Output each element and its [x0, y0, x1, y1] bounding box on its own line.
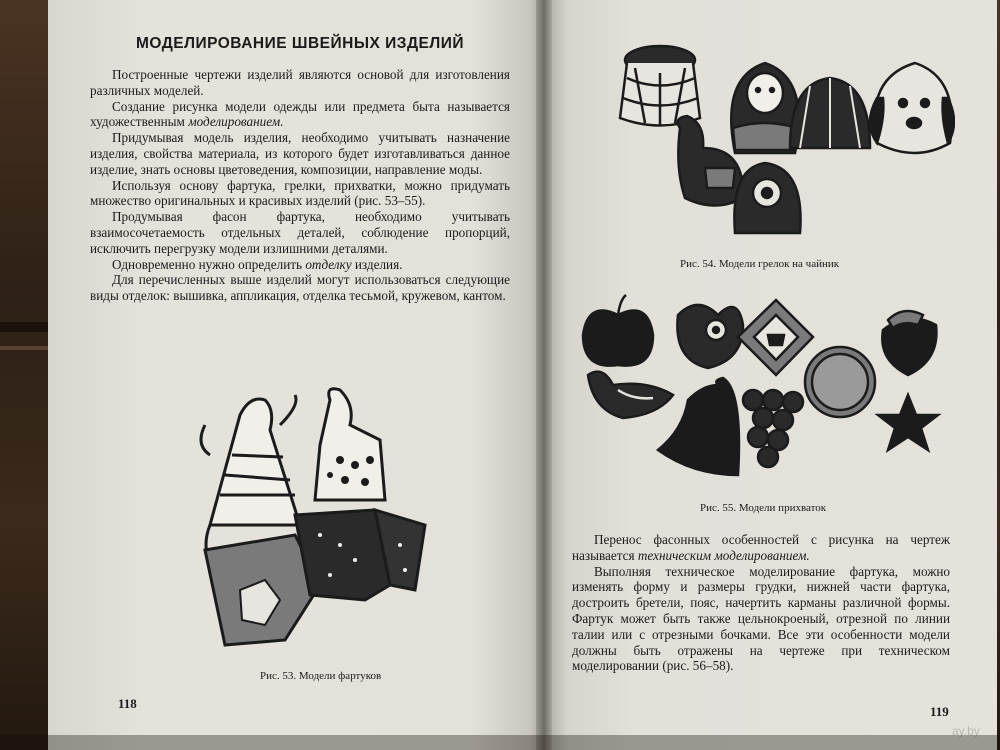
- left-paragraphs: [90, 67, 510, 304]
- paragraph: [90, 272, 510, 304]
- paragraph: [90, 99, 510, 131]
- paragraph-text: Придумывая модель изделия, необходимо учитывать назначение изделия, свойства материала, из которого будет изготавливаться данное изделие, знать основы цветоведения, композиции, направление моды.: [90, 130, 510, 177]
- right-paragraphs: [572, 532, 950, 674]
- paragraph: [90, 178, 510, 210]
- emphasis-text: моделированием.: [188, 114, 284, 130]
- paragraph: [572, 532, 950, 564]
- figure-55-caption: Рис. 55. Модели прихваток: [700, 502, 827, 514]
- paragraph: [90, 130, 510, 177]
- paragraph: [90, 67, 510, 99]
- paragraph: [572, 564, 950, 675]
- figure-55-pot-holders-illustration: [578, 290, 948, 485]
- figure-54-caption: Рис. 54. Модели грелок на чайник: [680, 258, 840, 270]
- figure-53-caption: Рис. 53. Модели фартуков: [260, 670, 382, 682]
- watermark: ay.by: [952, 724, 980, 738]
- paragraph-text: Используя основу фартука, грелки, прихватки, можно придумать множество оригинальных и красивых изделий (рис. 53–55).: [90, 177, 510, 209]
- paragraph: [90, 257, 510, 273]
- paragraph-text: изделия.: [351, 256, 403, 272]
- figure-53-aprons-illustration: [180, 385, 440, 660]
- page-title: МОДЕЛИРОВАНИЕ ШВЕЙНЫХ ИЗДЕЛИЙ: [135, 35, 465, 52]
- bottom-shadow: [0, 735, 1000, 750]
- paragraph-text: Для перечисленных выше изделий могут использоваться следующие виды отделок: вышивка, аппликация, отделка тесьмой, кружевом, кантом.: [90, 272, 510, 304]
- book-spine: [536, 0, 552, 750]
- left-page-content: [90, 35, 510, 304]
- paragraph-text: Перенос фасонных особенностей с рисунка на чертеж называется: [572, 532, 950, 563]
- emphasis-text: техническим моделированием.: [637, 547, 810, 563]
- paragraph: [90, 209, 510, 256]
- page-number-right: 119: [930, 704, 949, 719]
- figure-54-tea-cozies-illustration: [615, 38, 955, 243]
- right-page-content: [572, 532, 950, 674]
- paragraph-text: Создание рисунка модели одежды или предмета быта называется художественным: [90, 98, 510, 130]
- paragraph-text: Одновременно нужно определить: [112, 256, 306, 272]
- page-number-left: 118: [118, 696, 137, 711]
- paragraph-text: Продумывая фасон фартука, необходимо учитывать взаимосочетаемость отдельных деталей, соблюдение пропорций, исключить перегрузку модели излишними деталями.: [90, 209, 510, 256]
- emphasis-text: отделку: [305, 256, 352, 272]
- paragraph-text: Построенные чертежи изделий являются основой для изготовления различных моделей.: [90, 67, 510, 98]
- paragraph-text: Выполняя техническое моделирование фартука, можно изменять форму и размеры грудки, нижней части фартука, достроить бретели, пояс, начертить карманы различной формы. Фартук может быть также цельнокроеный, отрезной по линии талии или с отрезными бочками. Все эти особенности модели должны быть отражены на чертеже при техническом моделировании (рис. 56–58).: [572, 563, 950, 674]
